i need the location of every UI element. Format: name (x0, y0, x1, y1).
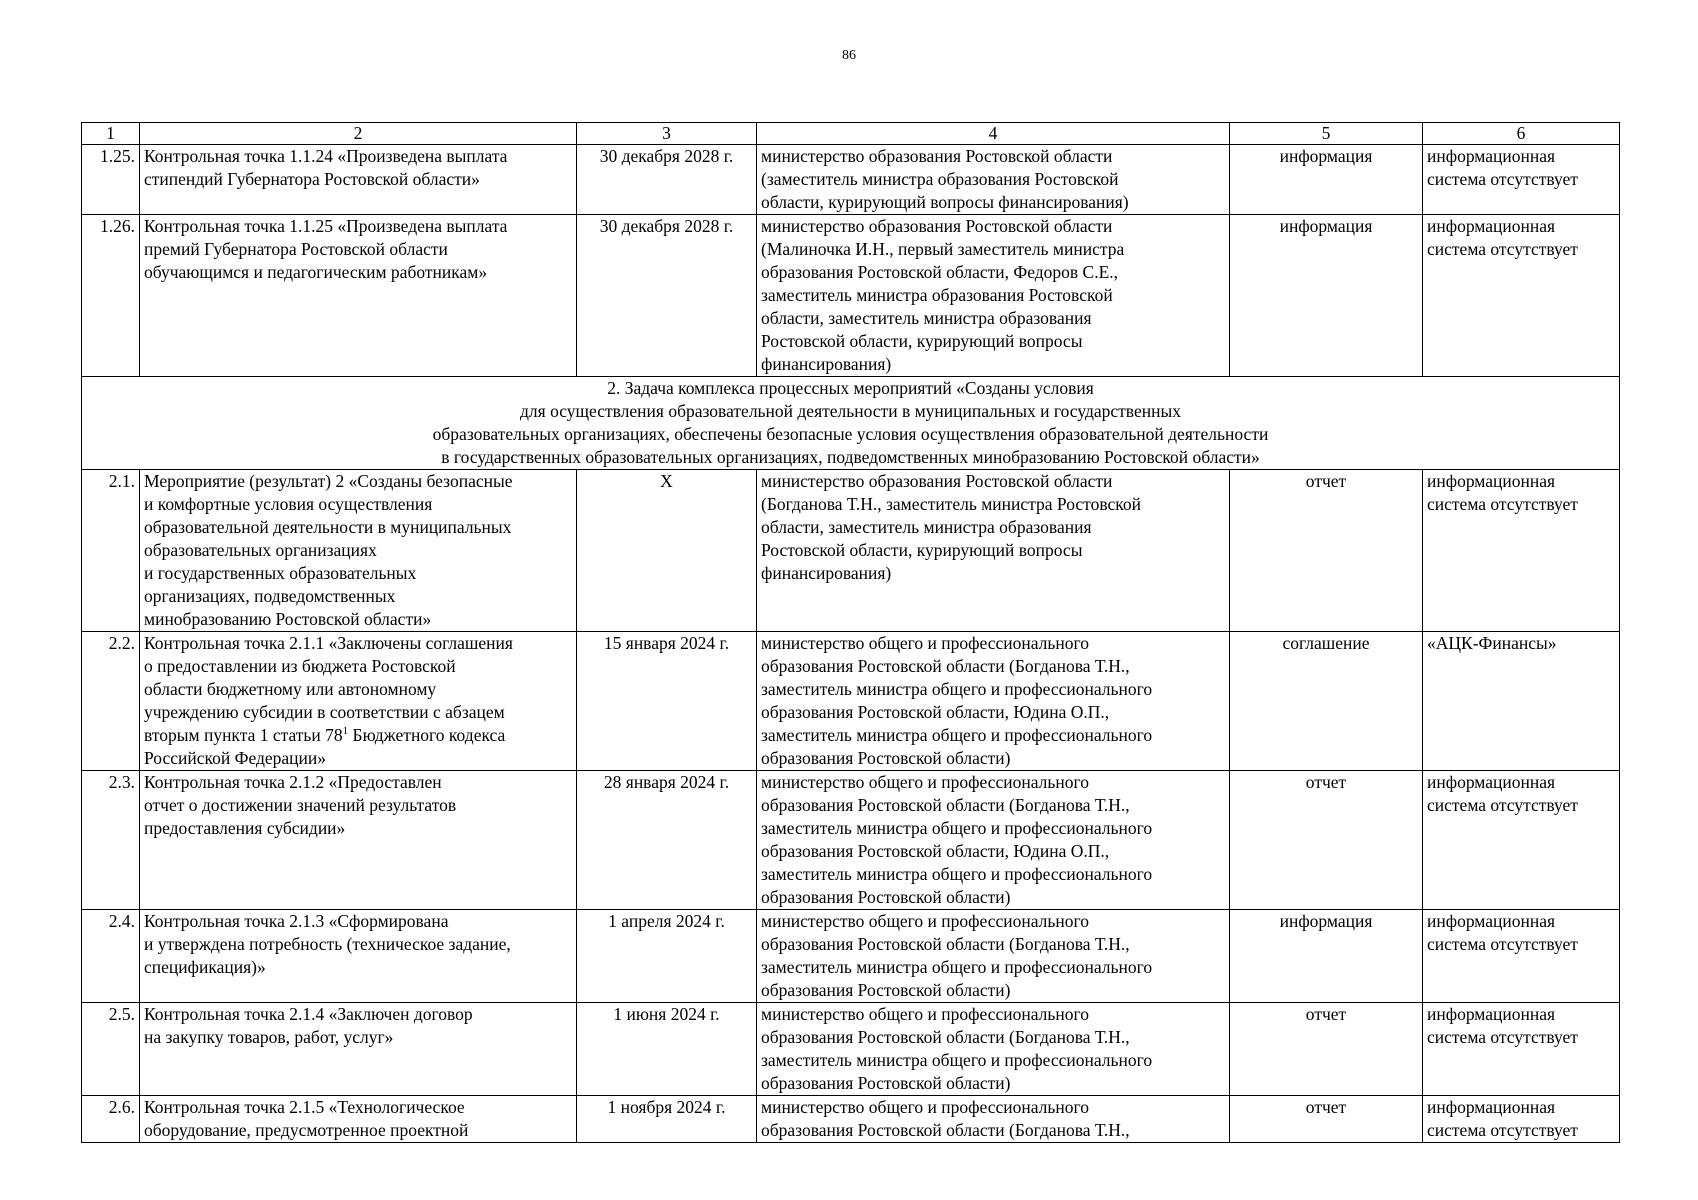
information-system-line: система отсутствует (1427, 934, 1578, 954)
document-type: отчет (1230, 1003, 1423, 1096)
information-system-line: информационная (1427, 216, 1556, 236)
description-text: Контрольная точка 2.1.5 «Технологическое (144, 1097, 465, 1117)
row-number: 2.3. (82, 771, 140, 910)
description-line (144, 585, 572, 608)
responsible-line: заместитель министра образования Ростовской (761, 285, 1113, 305)
description-text: Контрольная точка 2.1.1 «Заключены соглашения (144, 633, 513, 653)
information-system (1423, 632, 1620, 771)
responsible-line: образования Ростовской области (Богданова Т.Н., (761, 934, 1130, 954)
responsible-line: заместитель министра общего и профессионального (761, 679, 1153, 699)
plan-table (81, 122, 1620, 1143)
item-description (140, 910, 577, 1003)
item-description (140, 215, 577, 377)
document-type: отчет (1230, 771, 1423, 910)
responsible-line: области, заместитель министра образования (761, 308, 1092, 328)
table-row (82, 632, 1620, 771)
description-line (144, 632, 572, 655)
responsible-line: заместитель министра общего и профессионального (761, 957, 1153, 977)
responsible-line: образования Ростовской области) (761, 1073, 1011, 1093)
description-line (144, 562, 572, 585)
section-heading-line: для осуществления образовательной деятельности в муниципальных и государственных (520, 401, 1181, 421)
responsible-line: образования Ростовской области) (761, 980, 1011, 1000)
header-row (82, 123, 1620, 145)
information-system-line: система отсутствует (1427, 239, 1578, 259)
description-text: отчет о достижении значений результатов (144, 795, 457, 815)
responsible-line: (заместитель министра образования Ростовской (761, 169, 1119, 189)
information-system-line: система отсутствует (1427, 1027, 1578, 1047)
description-line (144, 701, 572, 724)
description-line (144, 910, 572, 933)
description-text: и комфортные условия осуществления (144, 494, 433, 514)
description-text: и утверждена потребность (техническое задание, (144, 934, 511, 954)
description-text: оборудование, предусмотренное проектной (144, 1120, 469, 1140)
item-description (140, 771, 577, 910)
header-cell-1: 1 (82, 123, 140, 145)
row-number: 2.5. (82, 1003, 140, 1096)
information-system-line: информационная (1427, 911, 1556, 931)
responsible-line: Ростовской области, курирующий вопросы (761, 540, 1083, 560)
description-text: Контрольная точка 2.1.2 «Предоставлен (144, 772, 442, 792)
description-text: образовательной деятельности в муниципальных (144, 517, 512, 537)
responsible-line: образования Ростовской области, Юдина О.П., (761, 702, 1110, 722)
row-number: 1.26. (82, 215, 140, 377)
row-number: 2.4. (82, 910, 140, 1003)
description-text: обучающимся и педагогическим работникам» (144, 262, 488, 282)
row-number: 2.2. (82, 632, 140, 771)
description-text: образовательных организациях (144, 540, 377, 560)
row-number: 1.25. (82, 145, 140, 215)
information-system-line: система отсутствует (1427, 169, 1578, 189)
information-system-line: информационная (1427, 772, 1556, 792)
row-number: 2.6. (82, 1096, 140, 1143)
description-line (144, 1096, 572, 1119)
information-system (1423, 470, 1620, 632)
description-line (144, 771, 572, 794)
responsible-executor (757, 215, 1230, 377)
description-line (144, 168, 572, 191)
description-line (144, 817, 572, 840)
description-line (144, 678, 572, 701)
description-line (144, 516, 572, 539)
information-system (1423, 1096, 1620, 1143)
responsible-executor (757, 910, 1230, 1003)
information-system-line: информационная (1427, 1004, 1556, 1024)
section-heading (82, 377, 1620, 470)
responsible-line: министерство общего и профессионального (761, 911, 1089, 931)
description-text: Контрольная точка 2.1.4 «Заключен договор (144, 1004, 473, 1024)
table-row (82, 1096, 1620, 1143)
description-line (144, 655, 572, 678)
document-type: отчет (1230, 470, 1423, 632)
description-text: на закупку товаров, работ, услуг» (144, 1027, 394, 1047)
item-description (140, 145, 577, 215)
description-line (144, 1003, 572, 1026)
deadline-date: 15 января 2024 г. (577, 632, 757, 771)
description-line (144, 539, 572, 562)
responsible-line: образования Ростовской области, Юдина О.П., (761, 841, 1110, 861)
information-system (1423, 1003, 1620, 1096)
description-text: минобразованию Ростовской области» (144, 609, 432, 629)
responsible-line: финансирования) (761, 563, 892, 583)
responsible-line: образования Ростовской области, Федоров С.Е., (761, 262, 1119, 282)
responsible-line: заместитель министра общего и профессионального (761, 1050, 1153, 1070)
description-line (144, 956, 572, 979)
responsible-executor (757, 145, 1230, 215)
responsible-executor (757, 1003, 1230, 1096)
header-cell-2: 2 (140, 123, 577, 145)
information-system (1423, 215, 1620, 377)
description-text: вторым пункта 1 статьи 78 (144, 725, 343, 745)
information-system-line: информационная (1427, 471, 1556, 491)
document-type: информация (1230, 145, 1423, 215)
table-row (82, 470, 1620, 632)
document-type: информация (1230, 215, 1423, 377)
responsible-line: министерство образования Ростовской области (761, 471, 1113, 491)
responsible-line: образования Ростовской области (Богданова Т.Н., (761, 795, 1130, 815)
deadline-date: 1 апреля 2024 г. (577, 910, 757, 1003)
header-cell-4: 4 (757, 123, 1230, 145)
information-system-line: «АЦК-Финансы» (1427, 633, 1557, 653)
document-type: соглашение (1230, 632, 1423, 771)
responsible-line: министерство общего и профессионального (761, 633, 1089, 653)
section-row (82, 377, 1620, 470)
description-line (144, 724, 572, 747)
item-description (140, 470, 577, 632)
responsible-line: финансирования) (761, 354, 892, 374)
description-line (144, 470, 572, 493)
responsible-line: области, заместитель министра образования (761, 517, 1092, 537)
table-row (82, 1003, 1620, 1096)
information-system-line: система отсутствует (1427, 1120, 1578, 1140)
description-line (144, 238, 572, 261)
item-description (140, 1096, 577, 1143)
description-text: Контрольная точка 1.1.24 «Произведена выплата (144, 146, 508, 166)
table-row (82, 771, 1620, 910)
description-text: Бюджетного кодекса (348, 725, 506, 745)
deadline-date: 28 января 2024 г. (577, 771, 757, 910)
description-text: предоставления субсидии» (144, 818, 346, 838)
responsible-executor (757, 771, 1230, 910)
section-heading-line: в государственных образовательных организациях, подведомственных минобразованию Ростовской области» (441, 447, 1260, 467)
description-text: Мероприятие (результат) 2 «Созданы безопасные (144, 471, 513, 491)
table-row (82, 910, 1620, 1003)
description-text: стипендий Губернатора Ростовской области» (144, 169, 480, 189)
description-line (144, 794, 572, 817)
deadline-date: 30 декабря 2028 г. (577, 145, 757, 215)
deadline-date: Х (577, 470, 757, 632)
description-text: учреждению субсидии в соответствии с абзацем (144, 702, 505, 722)
responsible-line: образования Ростовской области) (761, 887, 1011, 907)
responsible-line: образования Ростовской области) (761, 748, 1011, 768)
section-heading-line: образовательных организациях, обеспечены безопасные условия осуществления образовательной деятельности (432, 424, 1269, 444)
table-row (82, 145, 1620, 215)
responsible-line: образования Ростовской области (Богданова Т.Н., (761, 656, 1130, 676)
description-line (144, 493, 572, 516)
row-number: 2.1. (82, 470, 140, 632)
responsible-executor (757, 470, 1230, 632)
responsible-line: министерство образования Ростовской области (761, 216, 1113, 236)
description-text: о предоставлении из бюджета Ростовской (144, 656, 456, 676)
responsible-line: (Богданова Т.Н., заместитель министра Ростовской (761, 494, 1141, 514)
description-line (144, 261, 572, 284)
description-text: и государственных образовательных (144, 563, 417, 583)
header-cell-6: 6 (1423, 123, 1620, 145)
item-description (140, 1003, 577, 1096)
header-cell-5: 5 (1230, 123, 1423, 145)
footnote-superscript: 1 (342, 725, 349, 738)
table-row (82, 215, 1620, 377)
responsible-line: заместитель министра общего и профессионального (761, 864, 1153, 884)
deadline-date: 1 июня 2024 г. (577, 1003, 757, 1096)
responsible-line: Ростовской области, курирующий вопросы (761, 331, 1083, 351)
item-description (140, 632, 577, 771)
information-system (1423, 771, 1620, 910)
responsible-line: министерство общего и профессионального (761, 772, 1089, 792)
description-text: премий Губернатора Ростовской области (144, 239, 448, 259)
description-text: спецификация)» (144, 957, 266, 977)
responsible-executor (757, 632, 1230, 771)
header-cell-3: 3 (577, 123, 757, 145)
description-text: Контрольная точка 2.1.3 «Сформирована (144, 911, 449, 931)
description-line (144, 215, 572, 238)
section-heading-line: 2. Задача комплекса процессных мероприятий «Созданы условия (607, 378, 1094, 398)
information-system (1423, 910, 1620, 1003)
description-line (144, 145, 572, 168)
responsible-line: (Малиночка И.Н., первый заместитель министра (761, 239, 1125, 259)
responsible-line: заместитель министра общего и профессионального (761, 725, 1153, 745)
deadline-date: 30 декабря 2028 г. (577, 215, 757, 377)
description-line (144, 1119, 572, 1142)
information-system-line: система отсутствует (1427, 494, 1578, 514)
responsible-line: министерство образования Ростовской области (761, 146, 1113, 166)
document-type: информация (1230, 910, 1423, 1003)
responsible-line: области, курирующий вопросы финансирования) (761, 192, 1129, 212)
description-line (144, 933, 572, 956)
description-text: Контрольная точка 1.1.25 «Произведена выплата (144, 216, 508, 236)
information-system-line: информационная (1427, 1097, 1556, 1117)
responsible-line: образования Ростовской области (Богданова Т.Н., (761, 1027, 1130, 1047)
page-number: 86 (842, 48, 856, 63)
description-line (144, 747, 572, 770)
information-system (1423, 145, 1620, 215)
description-line (144, 1026, 572, 1049)
information-system-line: информационная (1427, 146, 1556, 166)
information-system-line: система отсутствует (1427, 795, 1578, 815)
responsible-line: заместитель министра общего и профессионального (761, 818, 1153, 838)
document-type: отчет (1230, 1096, 1423, 1143)
description-line (144, 608, 572, 631)
description-text: Российской Федерации» (144, 748, 327, 768)
description-text: области бюджетному или автономному (144, 679, 437, 699)
responsible-executor (757, 1096, 1230, 1143)
responsible-line: министерство общего и профессионального (761, 1097, 1089, 1117)
description-text: организациях, подведомственных (144, 586, 396, 606)
responsible-line: министерство общего и профессионального (761, 1004, 1089, 1024)
deadline-date: 1 ноября 2024 г. (577, 1096, 757, 1143)
responsible-line: образования Ростовской области (Богданова Т.Н., (761, 1120, 1130, 1140)
